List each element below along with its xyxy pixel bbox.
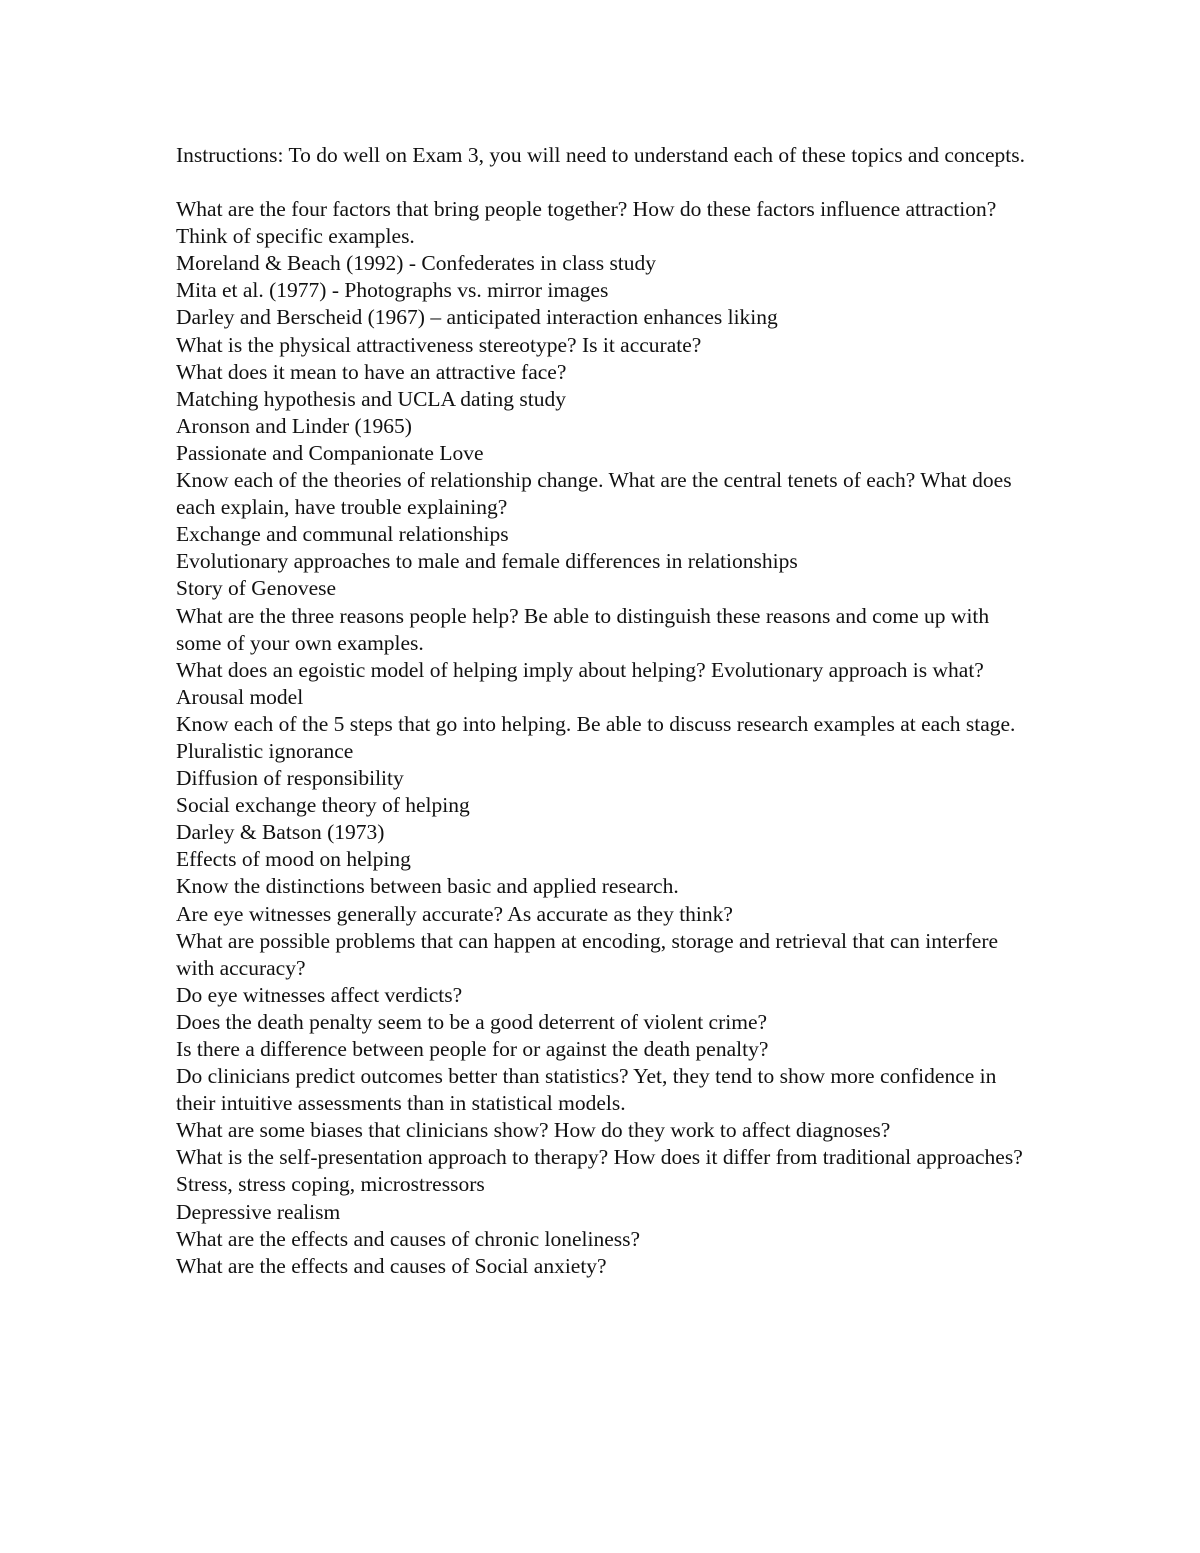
topic-item: Passionate and Companionate Love xyxy=(176,440,484,465)
topic-item: What does an egoistic model of helping imply about helping? Evolutionary approach is what? xyxy=(176,657,984,682)
topic-item: Are eye witnesses generally accurate? As accurate as they think? xyxy=(176,901,733,926)
topic-item: Effects of mood on helping xyxy=(176,847,411,872)
topic-item: Do eye witnesses affect verdicts? xyxy=(176,982,463,1007)
topic-item: Diffusion of responsibility xyxy=(176,766,404,791)
topic-item: Matching hypothesis and UCLA dating study xyxy=(176,386,566,411)
topic-item: Darley & Batson (1973) xyxy=(176,820,385,845)
topic-item: Mita et al. (1977) - Photographs vs. mirror images xyxy=(176,278,609,303)
topic-item: What are the effects and causes of Social anxiety? xyxy=(176,1253,607,1278)
topic-item: Is there a difference between people for or against the death penalty? xyxy=(176,1037,769,1061)
document-body xyxy=(176,142,1026,1280)
topic-item: Does the death penalty seem to be a good deterrent of violent crime? xyxy=(176,1009,768,1034)
topic-item: Moreland & Beach (1992) - Confederates in class study xyxy=(176,251,657,276)
topic-item: Story of Genovese xyxy=(176,576,337,601)
topic-item: Evolutionary approaches to male and female differences in relationships xyxy=(176,549,798,574)
topic-item: What are the four factors that bring people together? How do these factors influence attraction? Think of specific examples. xyxy=(176,197,997,249)
topic-item: Know each of the 5 steps that go into helping. Be able to discuss research examples at each stage. xyxy=(176,711,1016,736)
instructions-paragraph: Instructions: To do well on Exam 3, you will need to understand each of these topics and concepts. xyxy=(176,143,1025,167)
topic-item: Exchange and communal relationships xyxy=(176,522,509,547)
topic-item: What are the effects and causes of chronic loneliness? xyxy=(176,1226,641,1251)
topic-item: Know each of the theories of relationship change. What are the central tenets of each? What does each explain, have trouble explaining? xyxy=(176,468,1012,520)
topic-item: Depressive realism xyxy=(176,1199,341,1224)
topic-item: Social exchange theory of helping xyxy=(176,793,470,818)
topic-item: Arousal model xyxy=(176,684,304,709)
topic-item: Do clinicians predict outcomes better than statistics? Yet, they tend to show more confidence in their intuitive assessments than in statistical models. xyxy=(176,1064,997,1116)
topic-item: Stress, stress coping, microstressors xyxy=(176,1172,485,1197)
topic-item: What are possible problems that can happen at encoding, storage and retrieval that can interfere with accuracy? xyxy=(176,928,999,980)
topic-item: What does it mean to have an attractive face? xyxy=(176,359,567,384)
topic-item: What is the self-presentation approach to therapy? How does it differ from traditional approaches? xyxy=(176,1145,1023,1170)
topic-item: Darley and Berscheid (1967) – anticipated interaction enhances liking xyxy=(176,305,778,330)
topic-item: What is the physical attractiveness stereotype? Is it accurate? xyxy=(176,332,702,357)
topic-item: What are some biases that clinicians show? How do they work to affect diagnoses? xyxy=(176,1118,891,1143)
topic-item: Know the distinctions between basic and applied research. xyxy=(176,874,679,899)
topic-item: What are the three reasons people help? Be able to distinguish these reasons and come up with some of your own examples. xyxy=(176,603,990,655)
topic-item: Aronson and Linder (1965) xyxy=(176,413,412,438)
topic-item: Pluralistic ignorance xyxy=(176,738,354,763)
